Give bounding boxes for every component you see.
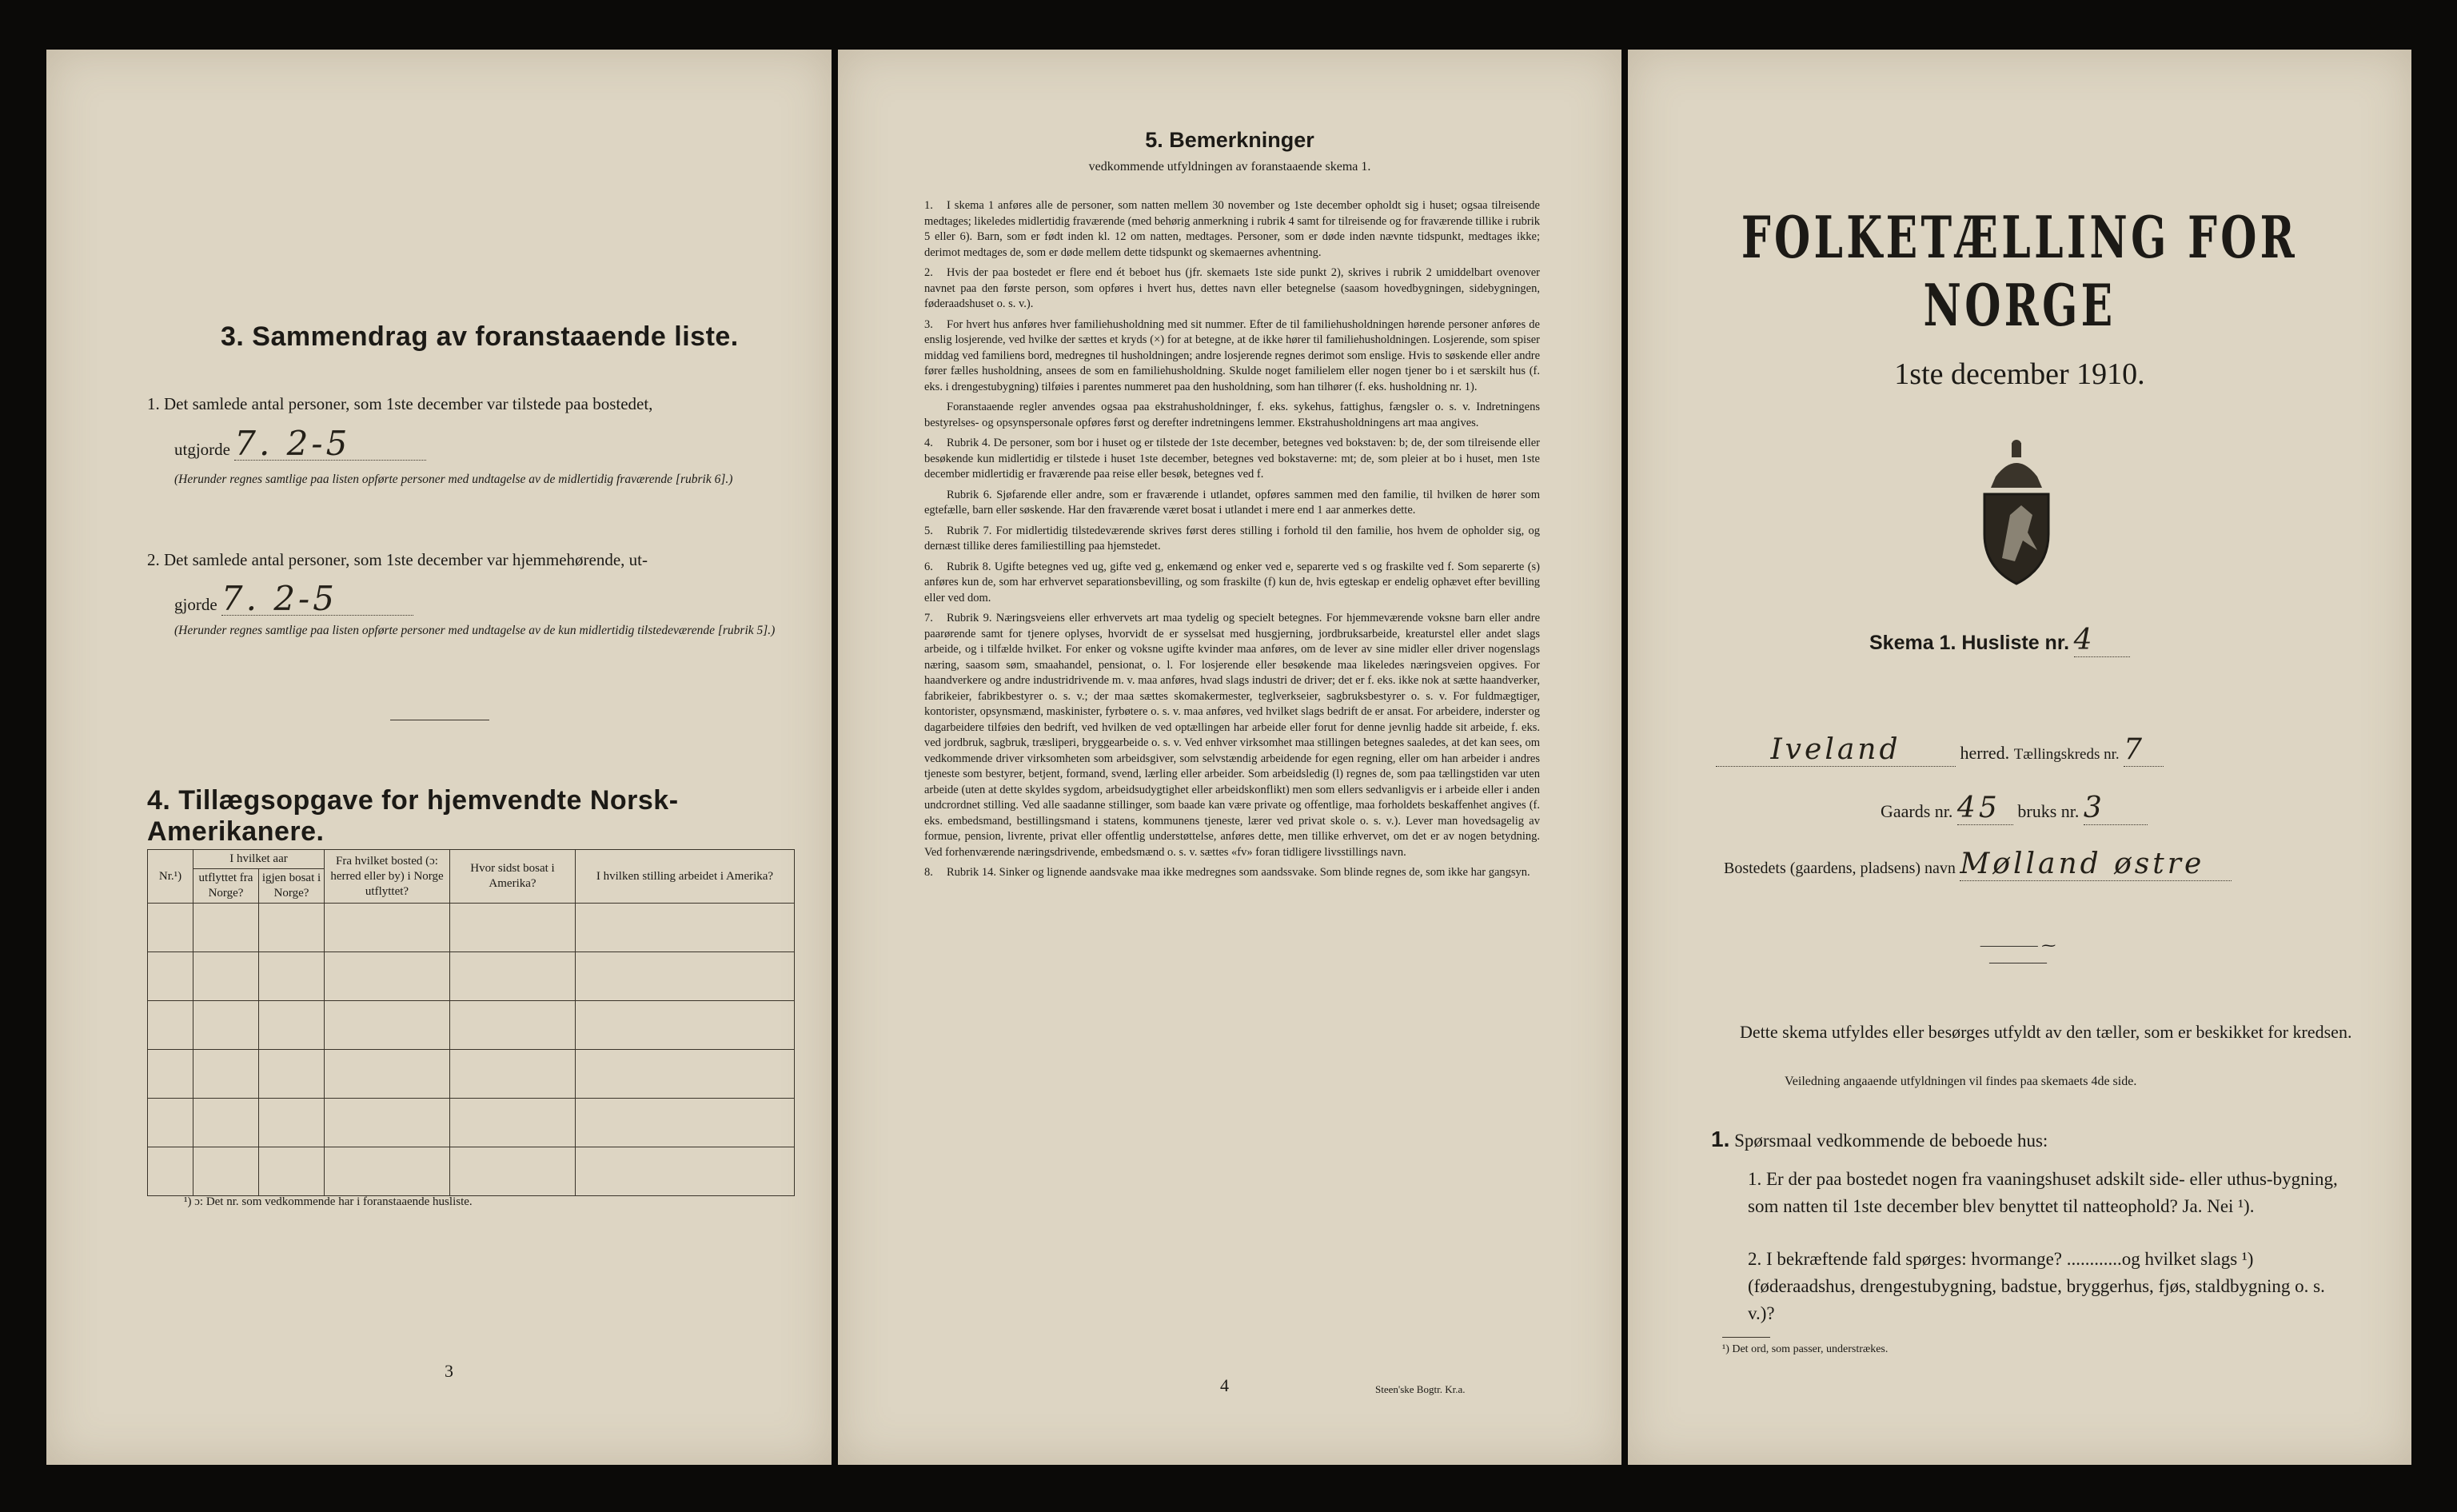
husliste-nr-value: 4 bbox=[2074, 624, 2130, 657]
kreds-label: Tællingskreds nr. bbox=[2013, 746, 2120, 763]
item-1-line bbox=[174, 424, 494, 465]
skema-label: Skema 1. Husliste nr. bbox=[1869, 632, 2070, 654]
census-title: FOLKETÆLLING FOR NORGE bbox=[1741, 203, 2299, 339]
table-row bbox=[148, 904, 795, 952]
title-page bbox=[1628, 50, 2411, 1465]
col-igjen: igjen bosat i Norge? bbox=[259, 869, 325, 904]
remark-item bbox=[924, 865, 1540, 881]
remark-item bbox=[924, 436, 1540, 483]
remark-item bbox=[924, 198, 1540, 261]
remark-text: For hvert hus anføres hver familiehusholdning med sit nummer. Efter de til familiehusholdningen hørende personer anføres de enslig losjerende, ved hvilke der sættes et kryds (×) for at betegne, at de ikke hører til familiehusholdningen. Losjerende, som spiser middag ved familiens bord, medregnes til husholdningen; andre losjerende regnes derimot som enslige. Hvis to søskende eller andre fører fælles husholdning, ansees de som en familiehusholdning. Skulde noget familielem eller nogen tjener bo i et særskilt hus (f. eks. i drengestubygning) tilføies i parentes nummeret paa den husholdning, som han tilhører (f. eks. husholdning nr. 1). bbox=[924, 317, 1540, 393]
title-footnote: ¹) Det ord, som passer, understrækes. bbox=[1722, 1343, 1889, 1355]
instruction-text: Dette skema utfyldes eller besørges utfyldt av den tæller, som er beskikket for kredsen. bbox=[1740, 1022, 2352, 1042]
col-stilling: I hvilken stilling arbeidet i Amerika? bbox=[576, 850, 795, 904]
remark-number: 6. bbox=[924, 560, 933, 573]
ornament-divider: ———— ⁓ ———— bbox=[1980, 937, 2056, 970]
questions-heading bbox=[1711, 1126, 2048, 1155]
item-2-text: 2. Det samlede antal personer, som 1ste december var hjemmehørende, ut- bbox=[147, 550, 648, 569]
coat-of-arms-icon bbox=[1964, 438, 2069, 587]
remarks-body bbox=[924, 198, 1540, 886]
veiledning-text: Veiledning angaaende utfyldningen vil findes paa skemaets 4de side. bbox=[1785, 1075, 2137, 1088]
item-2-label: gjorde bbox=[174, 595, 217, 614]
remarks-subtitle: vedkommende utfyldningen av foranstaaende skema 1. bbox=[1088, 160, 1371, 174]
footnote-rule bbox=[1722, 1337, 1770, 1338]
section-3-title: 3. Sammendrag av foranstaaende liste. bbox=[221, 321, 739, 352]
table-row bbox=[148, 1099, 795, 1147]
gaards-label: Gaards nr. bbox=[1881, 801, 1953, 821]
remark-number: 3. bbox=[924, 317, 933, 331]
printer-mark: Steen'ske Bogtr. Kr.a. bbox=[1375, 1383, 1466, 1395]
bruks-value: 3 bbox=[2084, 792, 2148, 825]
remark-item bbox=[924, 488, 1540, 519]
remark-item bbox=[924, 524, 1540, 555]
bruks-label: bruks nr. bbox=[2017, 801, 2080, 821]
col-utflyttet: utflyttet fra Norge? bbox=[193, 869, 259, 904]
col-group-year: I hvilket aar bbox=[193, 850, 325, 869]
remark-item bbox=[924, 560, 1540, 607]
remark-text: Rubrik 7. For midlertidig tilstedeværende skrives først deres stilling i forhold til den familie, hos hvem de opholder sig, og dernæst tillike deres familiestilling paa hjemstedet. bbox=[924, 524, 1540, 553]
herred-label: herred. bbox=[1960, 743, 2010, 763]
left-page bbox=[46, 50, 832, 1465]
norsk-amerikanere-table bbox=[147, 849, 795, 1196]
col-hvor: Hvor sidst bosat i Amerika? bbox=[450, 850, 576, 904]
remark-item bbox=[924, 611, 1540, 860]
remark-number: 5. bbox=[924, 524, 933, 537]
page-number: 3 bbox=[445, 1361, 453, 1381]
gaards-line bbox=[1881, 792, 2148, 825]
remark-text: Rubrik 14. Sinker og lignende aandsvake maa ikke medregnes som aandssvake. Som blinde regnes de, som ikke har gangsyn. bbox=[947, 866, 1530, 879]
remark-text: I skema 1 anføres alle de personer, som natten mellem 30 november og 1ste december opholdt sig i huset; ogsaa tilreisende medtages; likeledes midlertidig fraværende (med behørig anmerkning i rubrik 4 samt for tilreisende og for fraværende tillike i rubrik 5 eller 6). Barn, som er født inden kl. 12 om natten, medtages. Personer, som er døde inden nævnte tidspunkt, medtages ikke; derimot medtages de, som er døde mellem dette tidspunkt og skemaernes avhentning. bbox=[924, 199, 1540, 259]
remark-text: Rubrik 4. De personer, som bor i huset og er tilstede der 1ste december, betegnes ved bokstaven: b; de, der som tilreisende eller besøkende kun midlertidig er tilstede i huset 1ste december, betegnes ved bokstaverne: mt; de, som pleier at bo i huset, men 1ste december midlertidig er fraværende paa reise eller besøk, betegnes ved f. bbox=[924, 437, 1540, 481]
remark-text: Rubrik 6. Sjøfarende eller andre, som er fraværende i utlandet, opføres sammen med den familie, til hvilken de hører som egtefælle, barn eller søskende. Har den fraværende været bosat i utlandet i mere end 1 aar anmerkes dette. bbox=[924, 488, 1540, 517]
remark-text: Rubrik 8. Ugifte betegnes ved ug, gifte ved g, enkemænd og enker ved e, separerte ved s og fraskilte ved f. Som separerte (s) anføres kun de, som har erhvervet separationsbevilling, og som fraskilte (f) kun de, hvis egteskap er endelig ophævet efter bevilling eller ved dom. bbox=[924, 560, 1540, 604]
remark-item bbox=[924, 400, 1540, 431]
item-1-note: (Herunder regnes samtlige paa listen opførte personer med undtagelse av de midlertidig fraværende [rubrik 6].) bbox=[174, 473, 733, 486]
middle-page bbox=[838, 50, 1621, 1465]
table-row bbox=[148, 1147, 795, 1196]
remark-text: Foranstaaende regler anvendes ogsaa paa ekstrahusholdninger, f. eks. sykehus, fattighus, fængsler o. s. v. Indretningens bestyrelses- og opsynspersonale opføres først og derefter indretningens lemmer. Ekstrahusholdningens art maa angives. bbox=[924, 401, 1540, 429]
herred-value: Iveland bbox=[1716, 733, 1956, 767]
item-1-text: 1. Det samlede antal personer, som 1ste december var tilstede paa bostedet, bbox=[147, 394, 653, 413]
item-1-label: utgjorde bbox=[174, 440, 230, 459]
remark-number: 1. bbox=[924, 199, 933, 212]
remark-number: 8. bbox=[924, 866, 933, 879]
census-date: 1ste december 1910. bbox=[1894, 357, 2145, 391]
remarks-title: 5. Bemerkninger bbox=[1145, 128, 1314, 152]
herred-line bbox=[1716, 733, 2395, 767]
item-1-handwritten-value: 7. 2-5 bbox=[234, 428, 426, 461]
question-2: 2. I bekræftende fald spørges: hvormange? ............og hvilket slags ¹) (føderaadshus, drengestubygning, badstue, bryggerhus, fjøs, staldbygning o. s. v.)? bbox=[1748, 1249, 2325, 1323]
gaards-value: 45 bbox=[1957, 792, 2013, 825]
remark-item bbox=[924, 317, 1540, 396]
section-4-title: 4. Tillægsopgave for hjemvendte Norsk-Amerikanere. bbox=[147, 785, 679, 847]
remark-item bbox=[924, 265, 1540, 313]
skema-line bbox=[1869, 624, 2130, 657]
questions-heading-number: 1. bbox=[1711, 1127, 1730, 1151]
table-row bbox=[148, 952, 795, 1001]
bosted-line bbox=[1724, 848, 2232, 881]
table-row bbox=[148, 1050, 795, 1099]
remark-text: Rubrik 9. Næringsveiens eller erhvervets art maa tydelig og specielt betegnes. For hjemmeværende voksne barn eller andre paarørende samt for tjenere oplyses, hvorvidt de er sysselsat med husgjerning, jordbruksarbeide, kreaturstel eller andet slags arbeide, og i tilfælde hvilket. For enker og voksne ugifte kvinder maa anføres, om de lever av sine midler eller driver nogenslags næring, saasom søm, smaahandel, pensionat, o. l. For losjerende eller besøkende maa likeledes næringsveien opgives. For haandverkere og andre industridrivende m. v. maa anføres, hvad slags industri de driver; det er f. eks. ikke nok at sætte haandverker, fabrikeier, fabrikbestyrer o. s. v.; der maa sættes skomakermester, teglverkseier, sagbruksbestyrer o. s. v. For fuldmægtiger, kontorister, opsynsmænd, maskinister, fyrbøtere o. s. v. maa anføres, ved hvilket slags bedrift de er ansat. For arbeidere, inderster og dagarbeidere tilføies den bedrift, ved hvilken de ved optællingen har arbeide eller forut for denne jevnlig hadde sit arbeide, f. eks. ved jordbruk, sagbruk, træsliperi, bryggearbeide o. s. v. Ved enhver virksomhet maa stillingen betegnes saaledes, at det kan sees, om vedkommende driver virksomheten som arbeidsgiver, som selvstændig arbeidende for egen regning, eller om han arbeider i andres tjeneste som bestyrer, betjent, formand, svend, lærling eller arbeider. Som arbeidsledig (l) regnes de, som paa tællingstiden var uten arbeide (uten at dette skyldes sygdom, arbeidsudygtighet eller arbeidskonflikt) men som ellers sedvanligvis er i arbeide eller i anden undcrordnet stilling. Ved alle saadanne stillinger, som baade kan være private og offentlige, maa forholdets beskaffenhet angives (f. eks. embedsmand, bestillingsmand i statens, kommunens tjeneste, lærer ved privat skole o. s. v.). Lever man hovedsagelig av formue, pension, livrente, privat eller offentlig understøttelse, anføres dette, men tillike erhvervet, om det er av nogen betydning. Ved forhenværende næringsdrivende, embedsmænd o. s. v. sættes «fv» foran tidligere livsstillings navn. bbox=[924, 612, 1540, 859]
remark-number: 7. bbox=[924, 612, 933, 624]
remark-text: Hvis der paa bostedet er flere end ét beboet hus (jfr. skemaets 1ste side punkt 2), skrives i rubrik 2 umiddelbart ovenover navnet paa den første person, som opføres i hvert hus, dettes navn eller betegnelse (saasom hovedbygningen, sidebygningen, føderaadshuset o. s. v.). bbox=[924, 266, 1540, 310]
col-fra: Fra hvilket bosted (ɔ: herred eller by) i Norge utflyttet? bbox=[325, 850, 450, 904]
table-footnote: ¹) ɔ: Det nr. som vedkommende har i foranstaaende husliste. bbox=[184, 1195, 473, 1208]
item-2-handwritten-value: 7. 2-5 bbox=[221, 583, 413, 616]
page-number: 4 bbox=[1220, 1375, 1229, 1395]
question-1: 1. Er der paa bostedet nogen fra vaaningshuset adskilt side- eller uthus-bygning, som natten til 1ste december blev benyttet til natteophold? Ja. Nei ¹). bbox=[1748, 1169, 2338, 1216]
questions-heading-text: Spørsmaal vedkommende de beboede hus: bbox=[1734, 1131, 2048, 1151]
col-nr: Nr.¹) bbox=[148, 850, 193, 904]
remark-number: 4. bbox=[924, 437, 933, 449]
bosted-value: Mølland østre bbox=[1960, 848, 2232, 881]
remark-number: 2. bbox=[924, 266, 933, 279]
kreds-value: 7 bbox=[2124, 733, 2164, 767]
item-2-line bbox=[174, 579, 494, 620]
table-row bbox=[148, 1001, 795, 1050]
item-2-note: (Herunder regnes samtlige paa listen opførte personer med undtagelse av de kun midlertidig tilstedeværende [rubrik 5].) bbox=[174, 624, 776, 637]
bosted-label: Bostedets (gaardens, pladsens) navn bbox=[1724, 860, 1956, 877]
